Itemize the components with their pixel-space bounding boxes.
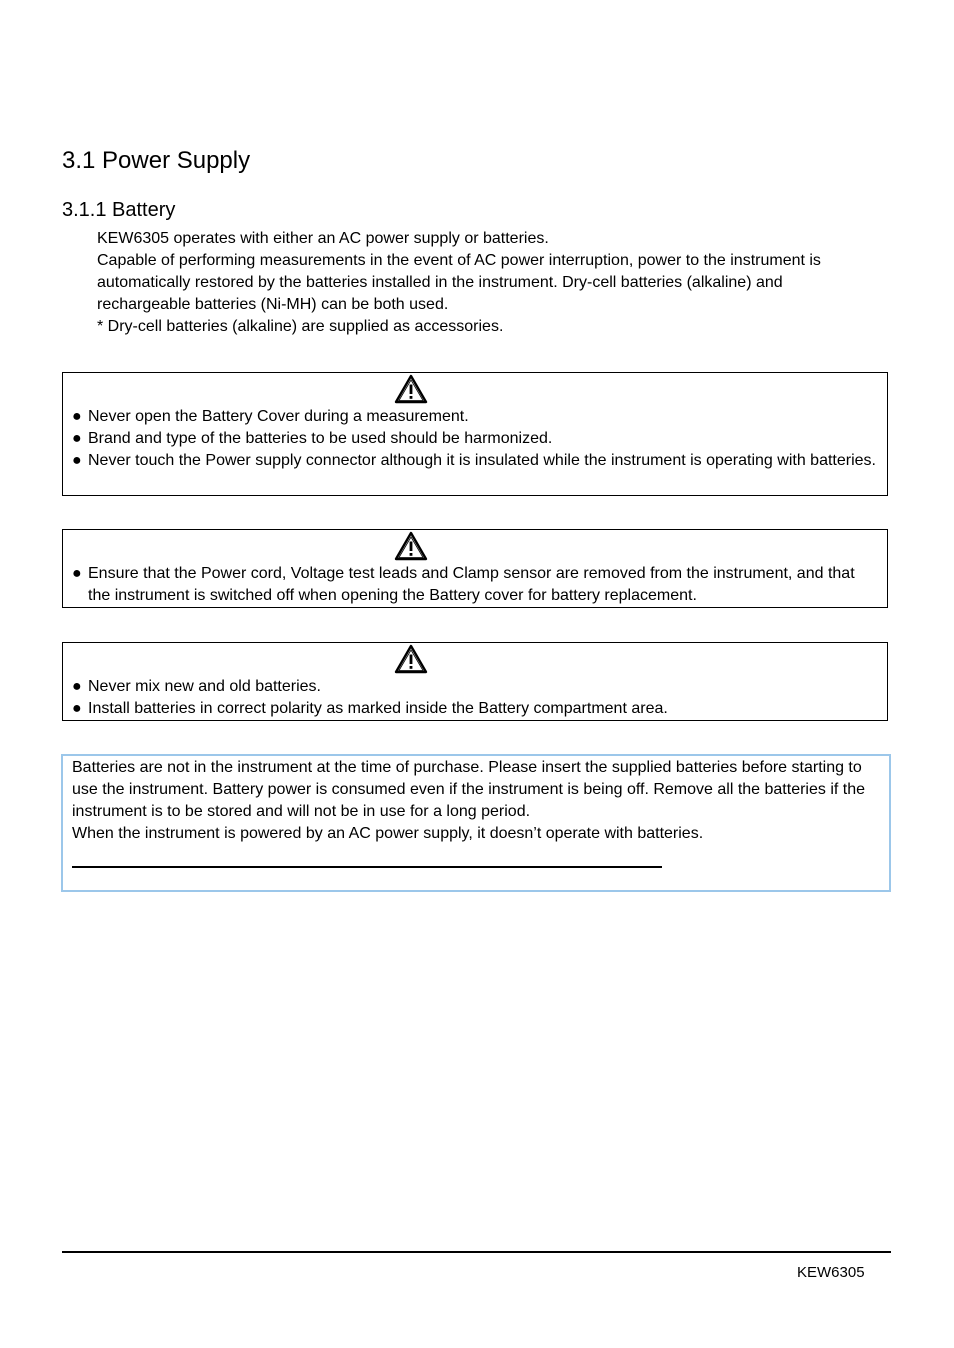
note-text — [72, 757, 880, 845]
warning-triangle-icon — [394, 374, 428, 404]
warning-list — [72, 563, 879, 607]
warning-item: ● Never touch the Power supply connector although it is insulated while the instrument is operating with batteries. — [72, 450, 879, 472]
intro-paragraph: Capable of performing measurements in the event of AC power interruption, power to the instrument is automatically restored by the batteries installed in the instrument. Dry-cell batteries (alkaline) and rechargeable batteries (Ni-MH) can be both used. — [97, 252, 821, 313]
note-paragraph: Batteries are not in the instrument at the time of purchase. Please insert the supplied batteries before starting to use the instrument. Battery power is consumed even if the instrument is being off. Remove all the batteries if the instrument is to be stored and will not be in use for a long period. — [72, 759, 865, 820]
warning-item: ● Never mix new and old batteries. — [72, 676, 879, 698]
intro-footnote: * Dry-cell batteries (alkaline) are supplied as accessories. — [97, 318, 504, 335]
warning-list — [72, 676, 879, 720]
section-title: 3.1 Power Supply — [62, 147, 251, 174]
footer-model: KEW6305 — [797, 1264, 865, 1281]
intro-line: KEW6305 operates with either an AC power supply or batteries. — [97, 230, 549, 247]
footer-divider — [62, 1251, 891, 1253]
warning-triangle-icon — [394, 531, 428, 561]
note-box — [61, 754, 891, 892]
bullet: ● — [72, 678, 82, 695]
warning-box-battery-polarity — [62, 642, 888, 721]
warning-item: ● Brand and type of the batteries to be used should be harmonized. — [72, 428, 879, 450]
warning-item: ● Install batteries in correct polarity as marked inside the Battery compartment area. — [72, 698, 879, 720]
bullet: ● — [72, 430, 82, 447]
warning-box-battery-handling — [62, 372, 888, 496]
subsection-title: 3.1.1 Battery — [62, 199, 176, 221]
note-paragraph: When the instrument is powered by an AC power supply, it doesn’t operate with batteries. — [72, 825, 704, 842]
bullet: ● — [72, 452, 82, 469]
bullet: ● — [72, 408, 82, 425]
note-divider — [72, 866, 662, 868]
intro-text — [97, 228, 877, 338]
warning-triangle-icon — [394, 644, 428, 674]
bullet: ● — [72, 565, 82, 582]
warning-list — [72, 406, 879, 472]
warning-item: ● Never open the Battery Cover during a measurement. — [72, 406, 879, 428]
bullet: ● — [72, 700, 82, 717]
warning-item: ● Ensure that the Power cord, Voltage test leads and Clamp sensor are removed from the instrument, and that the instrument is switched off when opening the Battery cover for battery replacement. — [72, 565, 855, 604]
warning-box-battery-replacement — [62, 529, 888, 608]
